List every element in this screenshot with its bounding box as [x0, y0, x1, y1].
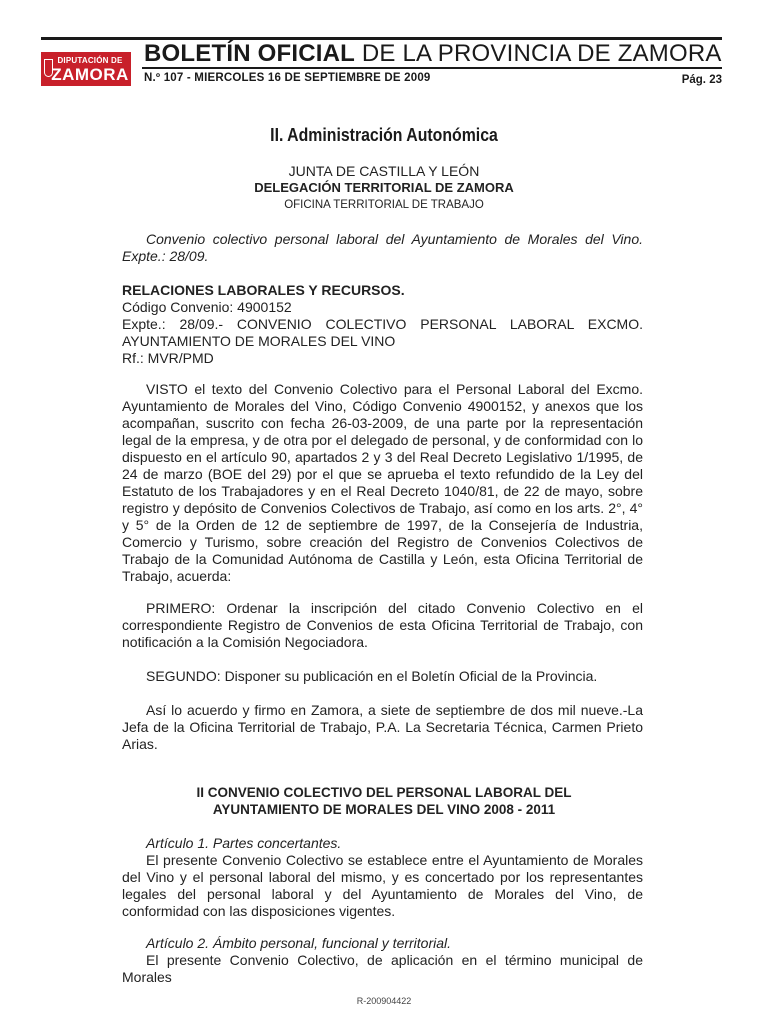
referencia: Rf.: MVR/PMD: [122, 350, 214, 366]
diputacion-logo: [41, 52, 131, 86]
relations-heading: RELACIONES LABORALES Y RECURSOS.: [122, 282, 405, 298]
convenio-title-line1: II CONVENIO COLECTIVO DEL PERSONAL LABORAL DEL: [196, 785, 572, 800]
article-2-body: El presente Convenio Colectivo, de aplicación en el término municipal de Morales: [122, 952, 643, 985]
paragraph-primero: PRIMERO: Ordenar la inscripción del citado Convenio Colectivo en el correspondiente Registro de Convenios de esta Oficina Territorial de Trabajo, con notificación a la Comisión Negociadora.: [122, 600, 643, 650]
bulletin-title-bold: BOLETÍN OFICIAL: [144, 40, 355, 67]
issue-info: N.º 107 - MIERCOLES 16 DE SEPTIEMBRE DE 2009: [144, 72, 431, 84]
summary-text: Convenio colectivo personal laboral del Ayuntamiento de Morales del Vino. Expte.: 28/09.: [122, 231, 643, 264]
page-number: Pág. 23: [681, 74, 722, 86]
paragraph-firma: Así lo acuerdo y firmo en Zamora, a siete de septiembre de dos mil nueve.-La Jefa de la Oficina Territorial de Trabajo, P.A. La Secretaria Técnica, Carmen Prieto Arias.: [122, 702, 643, 752]
article-1-body: El presente Convenio Colectivo se establece entre el Ayuntamiento de Morales del Vino y el personal laboral del mismo, y es concertado por los representantes legales del personal laboral y del Ayuntamiento de Morales del Vino, de conformidad con las disposiciones vigentes.: [122, 852, 643, 919]
relations-block: [122, 282, 643, 367]
expediente: Expte.: 28/09.- CONVENIO COLECTIVO PERSONAL LABORAL EXCMO. AYUNTAMIENTO DE MORALES DEL VINO: [122, 316, 643, 349]
org-line-junta: JUNTA DE CASTILLA Y LEÓN: [288, 163, 480, 179]
bulletin-title-rest: DE LA PROVINCIA DE ZAMORA: [361, 40, 722, 67]
footer-reference: R-200904422: [356, 996, 412, 1006]
logo-main-text: ZAMORA: [51, 65, 129, 84]
convenio-title-line2: AYUNTAMIENTO DE MORALES DEL VINO 2008 - 2011: [212, 802, 556, 817]
paragraph-segundo: SEGUNDO: Disponer su publicación en el Boletín Oficial de la Provincia.: [146, 668, 598, 684]
org-line-oficina: OFICINA TERRITORIAL DE TRABAJO: [284, 199, 484, 211]
article-2-title: Artículo 2. Ámbito personal, funcional y territorial.: [146, 935, 452, 951]
logo-top-text: DIPUTACIÓN DE: [57, 56, 123, 65]
codigo-convenio: Código Convenio: 4900152: [122, 299, 292, 315]
article-1-title: Artículo 1. Partes concertantes.: [146, 835, 342, 851]
issue-rule: [142, 67, 722, 69]
bulletin-title: [144, 40, 724, 68]
paragraph-visto: VISTO el texto del Convenio Colectivo para el Personal Laboral del Excmo. Ayuntamiento de Morales del Vino, Código Convenio 4900152, y anexos que los acompañan, suscrito con fecha 26-03-2009, de una parte por la representación legal de la empresa, y de otra por el delegado de personal, y de conformidad con lo dispuesto en el artículo 90, apartados 2 y 3 del Real Decreto Legislativo 1/1995, de 24 de marzo (BOE del 29) por el que se aprueba el texto refundido de la Ley del Estatuto de los Trabajadores y en el Real Decreto 1040/81, de 22 de mayo, sobre registro y depósito de Convenios Colectivos de Trabajo, así como en los arts. 2°, 4° y 5° de la Orden de 12 de septiembre de 1997, de la Consejería de Industria, Comercio y Turismo, sobre creación del Registro de Convenios Colectivos de Trabajo de la Comunidad Autónoma de Castilla y León, esta Oficina Territorial de Trabajo, acuerda:: [122, 381, 643, 584]
section-title: II. Administración Autonómica: [270, 125, 498, 145]
org-line-delegacion: DELEGACIÓN TERRITORIAL DE ZAMORA: [254, 180, 514, 195]
